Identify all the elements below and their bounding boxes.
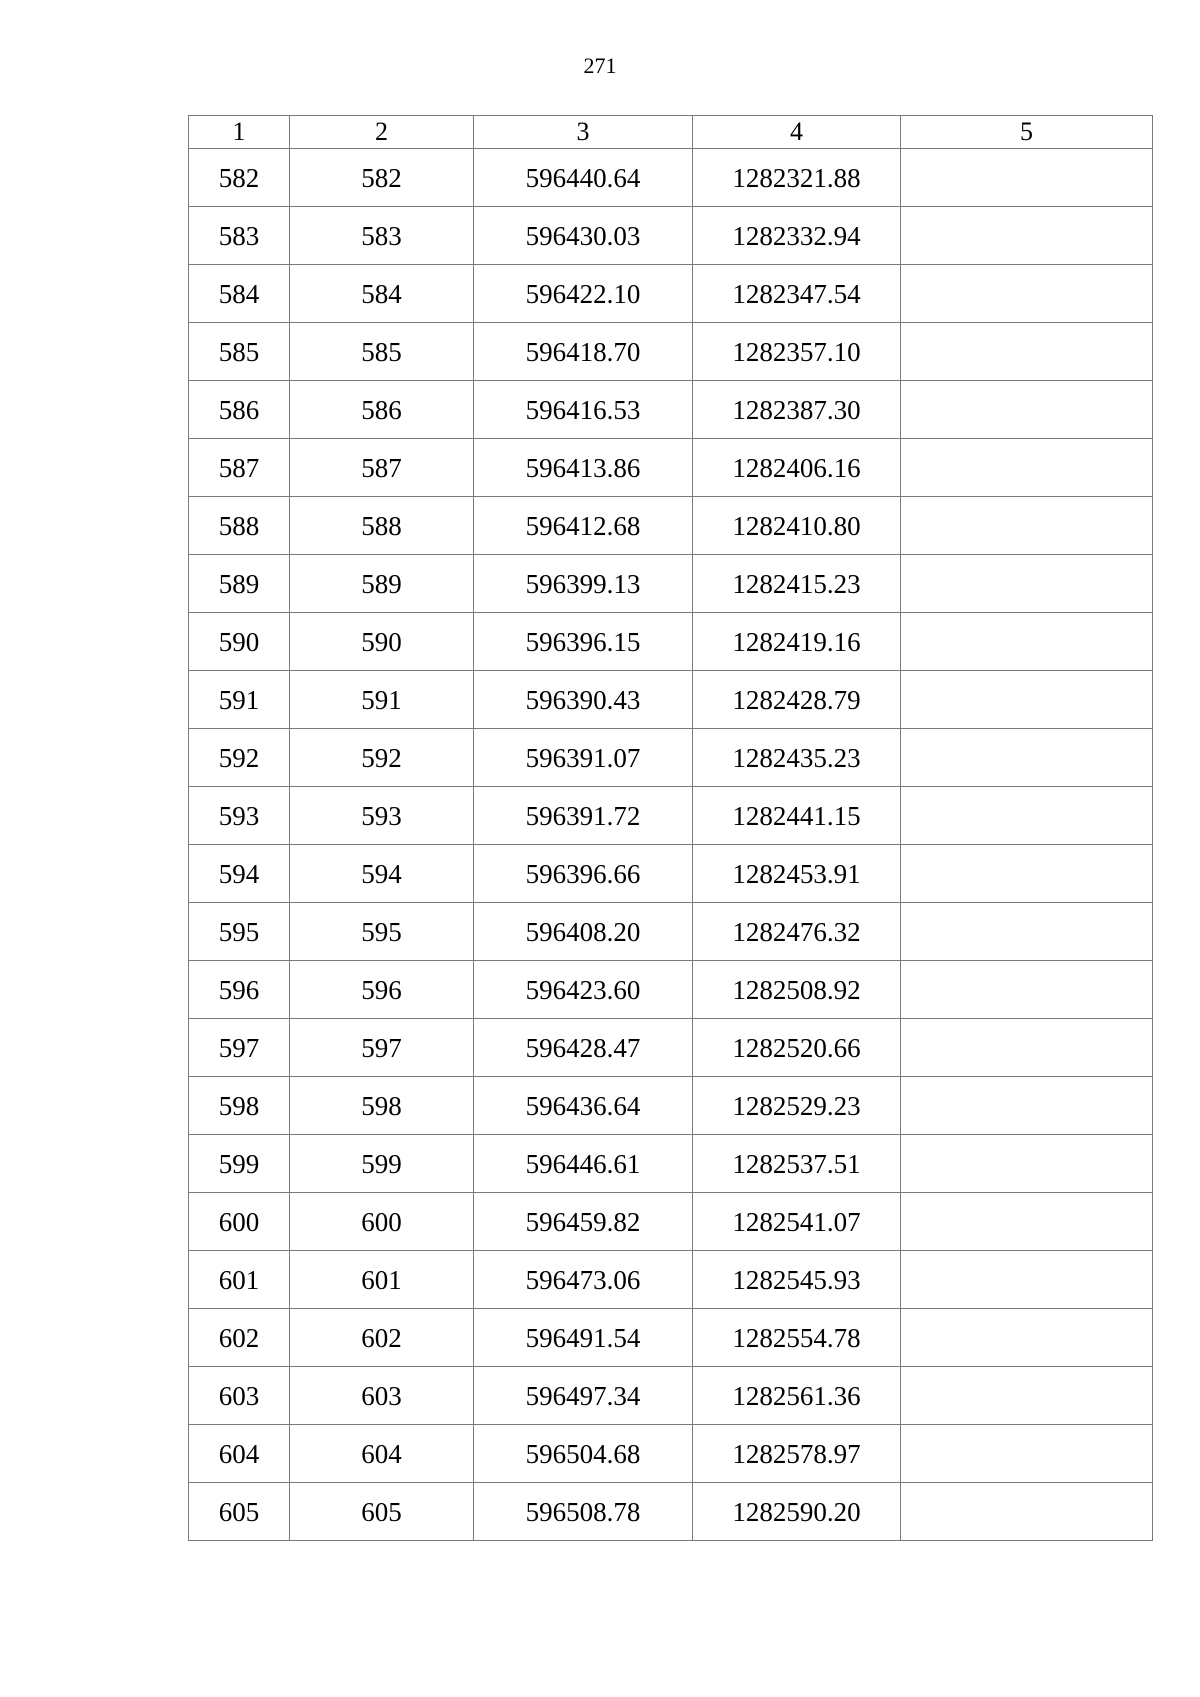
table-cell-col-3: 596440.64 — [474, 149, 693, 207]
table-row — [189, 265, 1153, 323]
table-cell-col-2: 591 — [290, 671, 474, 729]
table-cell-col-3: 596497.34 — [474, 1367, 693, 1425]
table-cell-col-4: 1282435.23 — [693, 729, 901, 787]
column-header-2: 2 — [290, 116, 474, 149]
column-header-4: 4 — [693, 116, 901, 149]
table-cell-col-4: 1282529.23 — [693, 1077, 901, 1135]
table-row — [189, 671, 1153, 729]
table-cell-col-2: 599 — [290, 1135, 474, 1193]
table-cell-col-3: 596416.53 — [474, 381, 693, 439]
table-cell-col-3: 596423.60 — [474, 961, 693, 1019]
table-row — [189, 1251, 1153, 1309]
table-row — [189, 845, 1153, 903]
table-cell-col-1: 589 — [189, 555, 290, 613]
table-cell-col-2: 583 — [290, 207, 474, 265]
table-cell-col-1: 582 — [189, 149, 290, 207]
table-row — [189, 1425, 1153, 1483]
table-cell-col-1: 599 — [189, 1135, 290, 1193]
table-row — [189, 1309, 1153, 1367]
table-cell-col-2: 586 — [290, 381, 474, 439]
table-row — [189, 381, 1153, 439]
table-row — [189, 1367, 1153, 1425]
table-cell-col-3: 596391.72 — [474, 787, 693, 845]
table-cell-col-2: 589 — [290, 555, 474, 613]
table-cell-col-1: 603 — [189, 1367, 290, 1425]
table-cell-col-1: 596 — [189, 961, 290, 1019]
table-row — [189, 1077, 1153, 1135]
table-cell-col-2: 605 — [290, 1483, 474, 1541]
table-cell-col-3: 596491.54 — [474, 1309, 693, 1367]
table-cell-col-4: 1282415.23 — [693, 555, 901, 613]
table-cell-col-4: 1282561.36 — [693, 1367, 901, 1425]
table-cell-col-2: 594 — [290, 845, 474, 903]
table-cell-col-2: 590 — [290, 613, 474, 671]
table-cell-col-5 — [901, 1135, 1153, 1193]
table-cell-col-4: 1282332.94 — [693, 207, 901, 265]
table-cell-col-3: 596399.13 — [474, 555, 693, 613]
table-cell-col-1: 605 — [189, 1483, 290, 1541]
page-number: 271 — [583, 53, 617, 78]
table-cell-col-3: 596413.86 — [474, 439, 693, 497]
table-cell-col-4: 1282410.80 — [693, 497, 901, 555]
table-cell-col-1: 593 — [189, 787, 290, 845]
table-cell-col-2: 601 — [290, 1251, 474, 1309]
table-cell-col-4: 1282590.20 — [693, 1483, 901, 1541]
table-row — [189, 149, 1153, 207]
table-cell-col-3: 596396.15 — [474, 613, 693, 671]
table-cell-col-5 — [901, 1367, 1153, 1425]
table-cell-col-2: 585 — [290, 323, 474, 381]
table-cell-col-5 — [901, 323, 1153, 381]
table-row — [189, 903, 1153, 961]
table-cell-col-3: 596430.03 — [474, 207, 693, 265]
table-cell-col-1: 600 — [189, 1193, 290, 1251]
table-cell-col-4: 1282387.30 — [693, 381, 901, 439]
column-header-5: 5 — [901, 116, 1153, 149]
table-cell-col-4: 1282441.15 — [693, 787, 901, 845]
table-row — [189, 439, 1153, 497]
table-cell-col-1: 583 — [189, 207, 290, 265]
table-cell-col-2: 597 — [290, 1019, 474, 1077]
table-body — [189, 149, 1153, 1541]
table-cell-col-1: 601 — [189, 1251, 290, 1309]
table-row — [189, 1019, 1153, 1077]
table-cell-col-5 — [901, 439, 1153, 497]
table-cell-col-4: 1282321.88 — [693, 149, 901, 207]
table-row — [189, 555, 1153, 613]
table-cell-col-1: 604 — [189, 1425, 290, 1483]
table-cell-col-5 — [901, 845, 1153, 903]
table-cell-col-3: 596408.20 — [474, 903, 693, 961]
table-cell-col-5 — [901, 961, 1153, 1019]
table-cell-col-4: 1282419.16 — [693, 613, 901, 671]
table-cell-col-1: 602 — [189, 1309, 290, 1367]
table-cell-col-1: 587 — [189, 439, 290, 497]
table-row — [189, 323, 1153, 381]
table-row — [189, 961, 1153, 1019]
table-cell-col-2: 593 — [290, 787, 474, 845]
table-cell-col-3: 596446.61 — [474, 1135, 693, 1193]
table-cell-col-5 — [901, 787, 1153, 845]
table-cell-col-4: 1282520.66 — [693, 1019, 901, 1077]
table-cell-col-4: 1282537.51 — [693, 1135, 901, 1193]
table-cell-col-2: 588 — [290, 497, 474, 555]
table-cell-col-5 — [901, 555, 1153, 613]
table-cell-col-3: 596459.82 — [474, 1193, 693, 1251]
table-cell-col-1: 590 — [189, 613, 290, 671]
table-cell-col-1: 584 — [189, 265, 290, 323]
table-cell-col-2: 595 — [290, 903, 474, 961]
table-cell-col-1: 594 — [189, 845, 290, 903]
table-cell-col-5 — [901, 265, 1153, 323]
table-cell-col-3: 596418.70 — [474, 323, 693, 381]
table-cell-col-5 — [901, 207, 1153, 265]
table-cell-col-3: 596396.66 — [474, 845, 693, 903]
table-cell-col-5 — [901, 381, 1153, 439]
table-cell-col-2: 592 — [290, 729, 474, 787]
table-cell-col-1: 586 — [189, 381, 290, 439]
table-cell-col-4: 1282545.93 — [693, 1251, 901, 1309]
table-row — [189, 787, 1153, 845]
table-cell-col-4: 1282406.16 — [693, 439, 901, 497]
table-cell-col-1: 591 — [189, 671, 290, 729]
column-header-3: 3 — [474, 116, 693, 149]
table-cell-col-1: 585 — [189, 323, 290, 381]
table-row — [189, 207, 1153, 265]
table-row — [189, 613, 1153, 671]
table-cell-col-5 — [901, 729, 1153, 787]
table-cell-col-4: 1282347.54 — [693, 265, 901, 323]
table-cell-col-5 — [901, 149, 1153, 207]
table-cell-col-2: 582 — [290, 149, 474, 207]
table-cell-col-2: 604 — [290, 1425, 474, 1483]
table-row — [189, 729, 1153, 787]
table-cell-col-4: 1282428.79 — [693, 671, 901, 729]
table-cell-col-3: 596436.64 — [474, 1077, 693, 1135]
table-cell-col-4: 1282578.97 — [693, 1425, 901, 1483]
table-cell-col-5 — [901, 1251, 1153, 1309]
table-cell-col-5 — [901, 1193, 1153, 1251]
table-row — [189, 1483, 1153, 1541]
table-cell-col-3: 596504.68 — [474, 1425, 693, 1483]
table-cell-col-5 — [901, 1425, 1153, 1483]
table-cell-col-4: 1282357.10 — [693, 323, 901, 381]
table-cell-col-3: 596428.47 — [474, 1019, 693, 1077]
table-cell-col-4: 1282541.07 — [693, 1193, 901, 1251]
header-row — [189, 116, 1153, 149]
table-row — [189, 1135, 1153, 1193]
table-cell-col-5 — [901, 903, 1153, 961]
table-cell-col-1: 588 — [189, 497, 290, 555]
table-header — [189, 116, 1153, 149]
table-cell-col-5 — [901, 1309, 1153, 1367]
table-cell-col-2: 600 — [290, 1193, 474, 1251]
table-row — [189, 497, 1153, 555]
coordinates-table — [188, 115, 1153, 1541]
table-cell-col-4: 1282453.91 — [693, 845, 901, 903]
table-cell-col-1: 592 — [189, 729, 290, 787]
table-cell-col-5 — [901, 1019, 1153, 1077]
table-cell-col-5 — [901, 1483, 1153, 1541]
table-cell-col-1: 598 — [189, 1077, 290, 1135]
table-cell-col-4: 1282476.32 — [693, 903, 901, 961]
table-row — [189, 1193, 1153, 1251]
table-cell-col-2: 603 — [290, 1367, 474, 1425]
table-cell-col-2: 598 — [290, 1077, 474, 1135]
table-cell-col-3: 596508.78 — [474, 1483, 693, 1541]
table-cell-col-2: 596 — [290, 961, 474, 1019]
table-cell-col-3: 596391.07 — [474, 729, 693, 787]
table-cell-col-1: 595 — [189, 903, 290, 961]
table-cell-col-3: 596473.06 — [474, 1251, 693, 1309]
table-cell-col-2: 602 — [290, 1309, 474, 1367]
table-cell-col-5 — [901, 613, 1153, 671]
table-cell-col-2: 587 — [290, 439, 474, 497]
table-cell-col-5 — [901, 497, 1153, 555]
table-cell-col-3: 596390.43 — [474, 671, 693, 729]
table-cell-col-5 — [901, 1077, 1153, 1135]
column-header-1: 1 — [189, 116, 290, 149]
table-cell-col-4: 1282554.78 — [693, 1309, 901, 1367]
table-cell-col-3: 596412.68 — [474, 497, 693, 555]
table-cell-col-4: 1282508.92 — [693, 961, 901, 1019]
table-cell-col-3: 596422.10 — [474, 265, 693, 323]
table-cell-col-1: 597 — [189, 1019, 290, 1077]
table-cell-col-5 — [901, 671, 1153, 729]
table-cell-col-2: 584 — [290, 265, 474, 323]
